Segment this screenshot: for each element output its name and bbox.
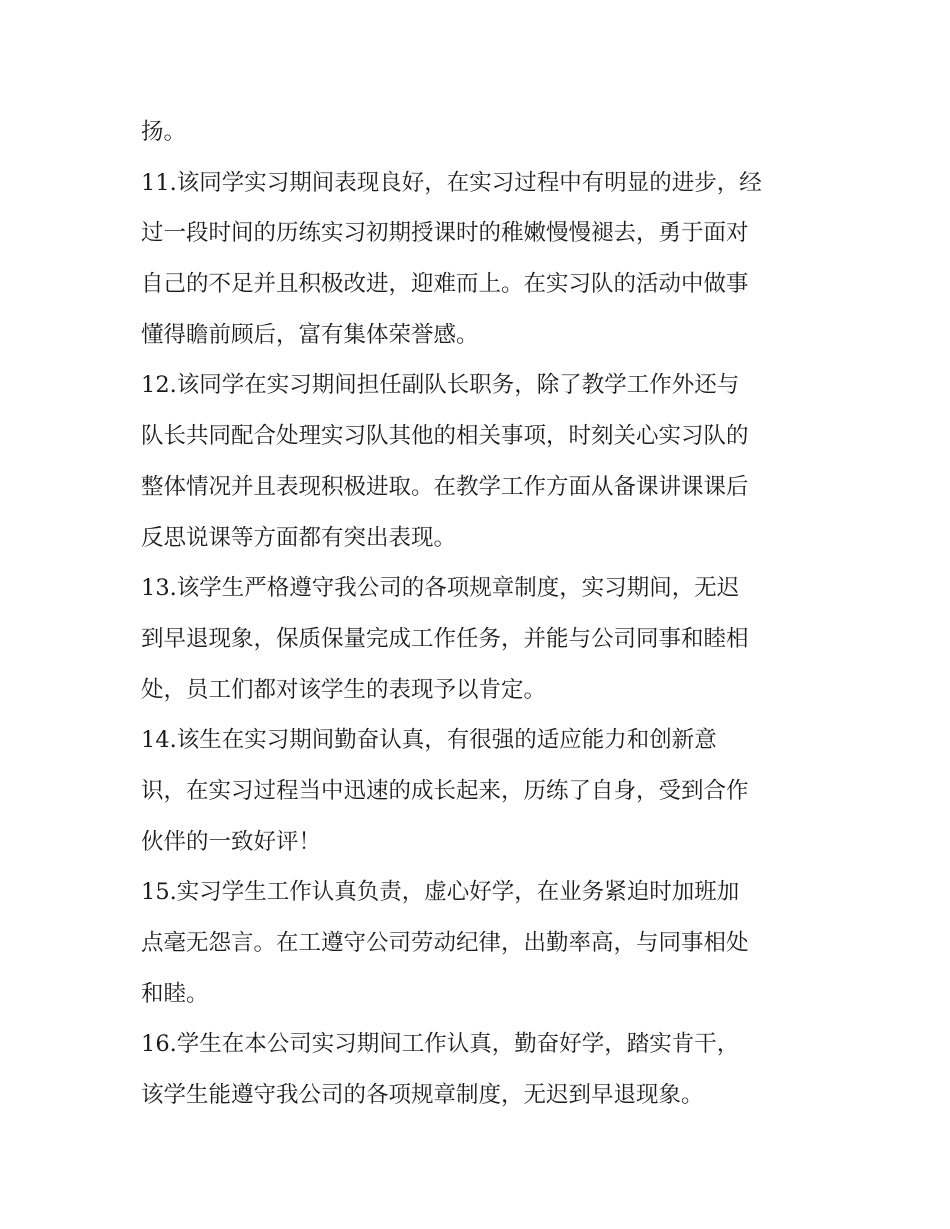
text-line: 和睦。 [141, 980, 209, 1007]
text-line: 13.该学生严格遵守我公司的各项规章制度，实习期间，无迟 [141, 575, 740, 602]
text-line: 过一段时间的历练实习初期授课时的稚嫩慢慢褪去，勇于面对 [141, 220, 749, 247]
text-line: 12.该同学在实习期间担任副队长职务，除了教学工作外还与 [141, 372, 740, 399]
text-line: 14.该生在实习期间勤奋认真，有很强的适应能力和创新意 [141, 727, 717, 754]
text-line: 识，在实习过程当中迅速的成长起来，历练了自身，受到合作 [141, 777, 749, 804]
text-line: 该学生能遵守我公司的各项规章制度，无迟到早退现象。 [141, 1082, 704, 1109]
text-line: 反思说课等方面都有突出表现。 [141, 524, 457, 551]
text-line: 到早退现象，保质保量完成工作任务，并能与公司同事和睦相 [141, 625, 749, 652]
text-line: 自己的不足并且积极改进，迎难而上。在实习队的活动中做事 [141, 271, 749, 298]
text-line: 11.该同学实习期间表现良好，在实习过程中有明显的进步，经 [141, 169, 762, 196]
text-line: 队长共同配合处理实习队其他的相关事项，时刻关心实习队的 [141, 423, 749, 450]
text-line: 处，员工们都对该学生的表现予以肯定。 [141, 676, 547, 703]
text-line: 伙伴的一致好评！ [141, 828, 322, 855]
text-line: 点毫无怨言。在工遵守公司劳动纪律，出勤率高，与同事相处 [141, 930, 749, 956]
text-line: 扬。 [141, 119, 187, 145]
text-line: 整体情况并且表现积极进取。在教学工作方面从备课讲课课后 [141, 473, 749, 500]
text-line: 懂得瞻前顾后，富有集体荣誉感。 [141, 321, 479, 348]
body-text [141, 107, 821, 1121]
text-line: 15.实习学生工作认真负责，虚心好学，在业务紧迫时加班加 [141, 879, 740, 906]
text-line: 16.学生在本公司实习期间工作认真，勤奋好学，踏实肯干， [141, 1031, 740, 1058]
